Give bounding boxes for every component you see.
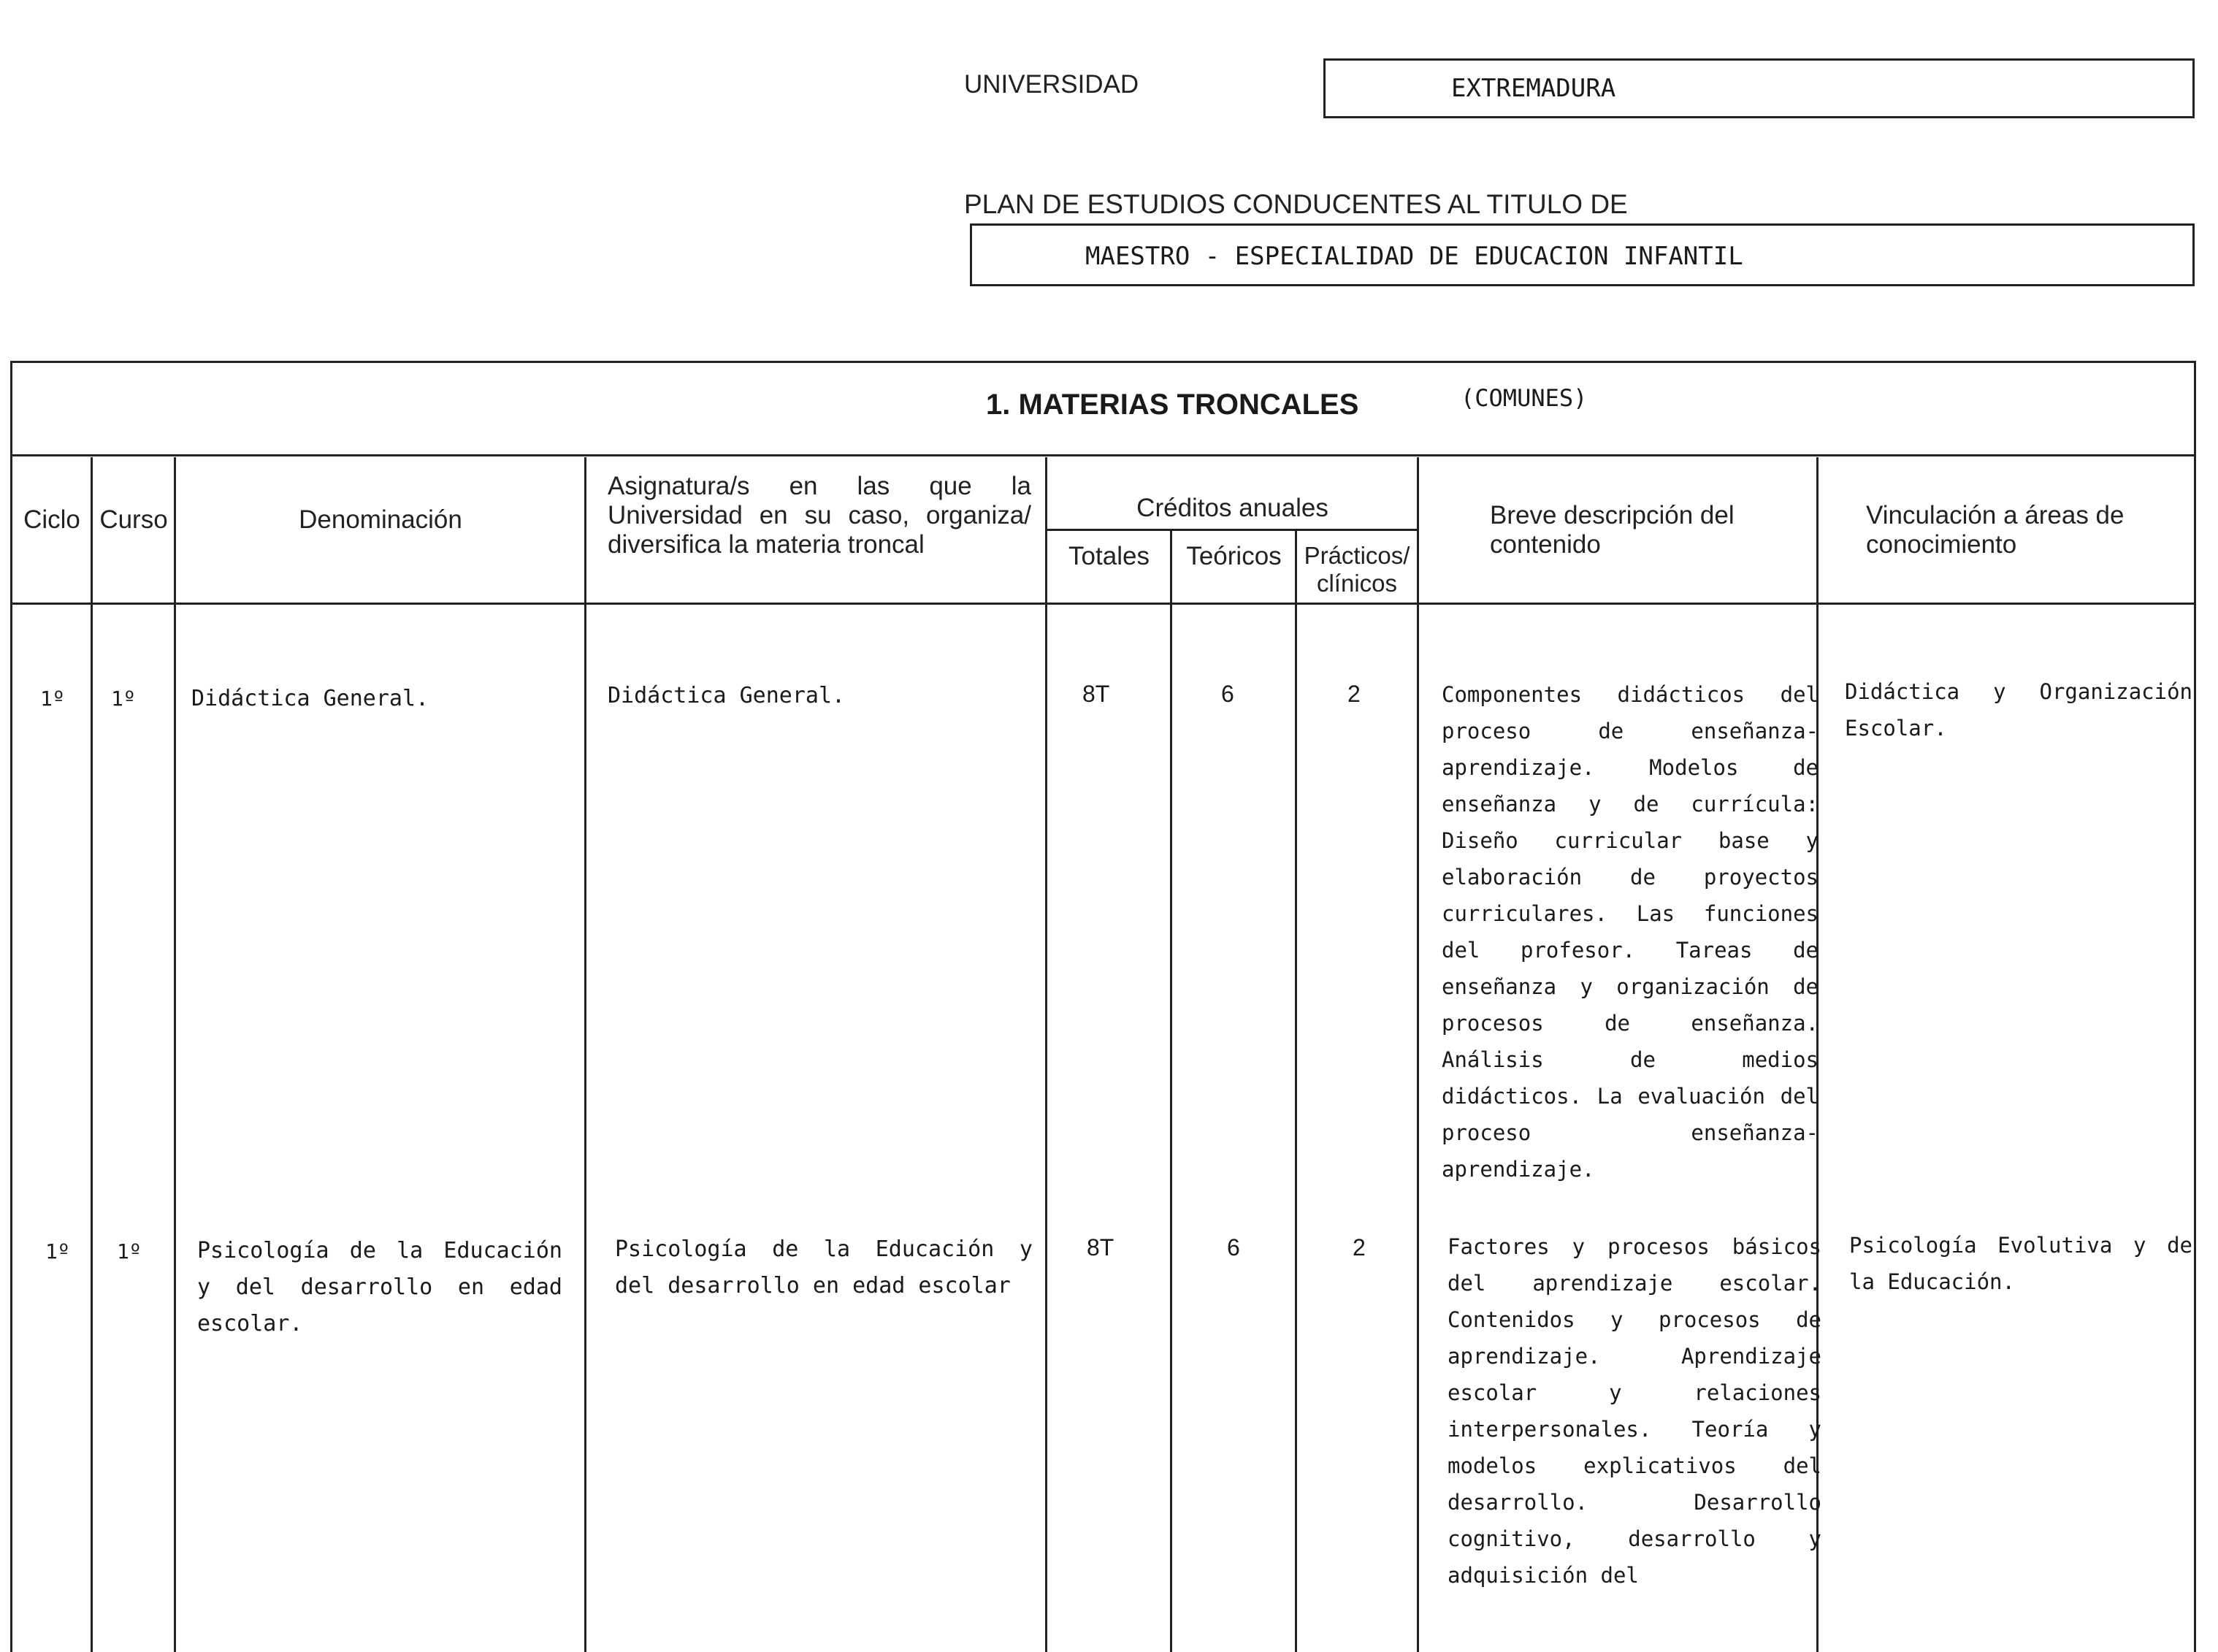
table-title: 1. MATERIAS TRONCALES [986,389,1359,421]
row-practicos: 2 [1353,1234,1366,1261]
row-curso: 1º [117,1239,142,1263]
row-totales: 8T [1087,1234,1114,1261]
col-vinculacion: Vinculación a áreas de conocimiento [1866,501,2125,559]
row-ciclo: 1º [40,687,65,711]
row-descripcion: Factores y procesos básicos del aprendizaje escolar. Contenidos y procesos de aprendizaje. Aprendizaje escolar y relaciones interpersonales. Teoría y modelos explicativos del desarrollo. Desarrollo cognitivo, desarrollo y adquisición del [1448,1234,1821,1588]
col-descripcion: Breve descripción del contenido [1490,501,1735,559]
row-vinculacion: Didáctica y Organización Escolar. [1845,679,2192,741]
row-ciclo: 1º [45,1239,70,1263]
row-asignatura: Psicología de la Educación y del desarrollo en edad escolar [615,1236,1033,1299]
row-teoricos: 6 [1227,1234,1240,1261]
universidad-value: EXTREMADURA [1451,74,1616,103]
row-asignatura: Didáctica General. [608,683,846,708]
row-denominacion: Didáctica General. [191,686,429,711]
col-teoricos: Teóricos [1186,542,1282,570]
col-asignatura: Asignatura/s en las que la Universidad en su caso, organiza/ diversifica la materia troncal [608,472,1031,559]
universidad-label: UNIVERSIDAD [964,70,1139,99]
plan-label: PLAN DE ESTUDIOS CONDUCENTES AL TITULO DE [964,189,1628,219]
col-totales: Totales [1068,542,1150,570]
col-creditos: Créditos anuales [1136,494,1328,522]
row-totales: 8T [1082,681,1110,707]
row-curso: 1º [111,687,136,711]
col-denominacion: Denominación [299,505,462,534]
col-ciclo: Ciclo [23,505,80,534]
row-descripcion: Componentes didácticos del proceso de enseñanza-aprendizaje. Modelos de enseñanza y de currícula: Diseño curricular base y elaboración de proyectos curriculares. Las funciones del profesor. Tareas de enseñanza y organización de procesos de enseñanza. Análisis de medios didácticos. La evaluación del proceso enseñanza-aprendizaje. [1442,682,1819,1182]
table-subtitle: (COMUNES) [1461,384,1588,412]
col-curso: Curso [99,505,168,534]
row-vinculacion: Psicología Evolutiva y de la Educación. [1849,1233,2192,1294]
col-practicos: Prácticos/ clínicos [1304,542,1410,597]
row-denominacion: Psicología de la Educación y del desarrollo en edad escolar. [197,1238,562,1336]
row-teoricos: 6 [1221,681,1234,707]
row-practicos: 2 [1347,681,1361,707]
titulo-value: MAESTRO - ESPECIALIDAD DE EDUCACION INFANTIL [1085,242,1743,271]
